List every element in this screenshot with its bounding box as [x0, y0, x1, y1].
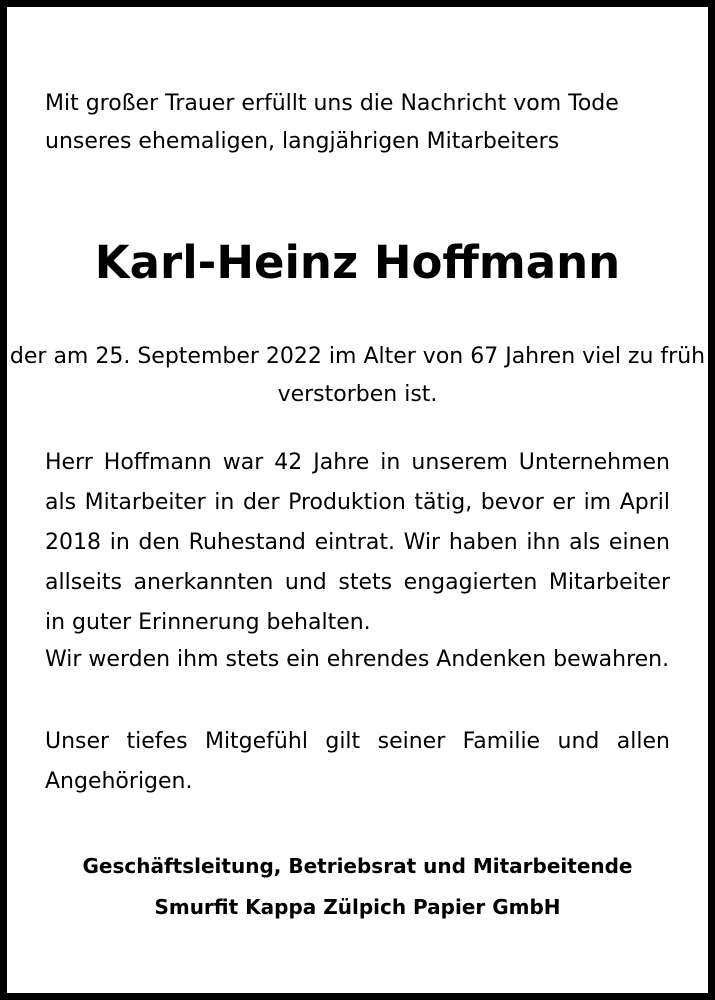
career-paragraph: Herr Hoffmann war 42 Jahre in unserem Unternehmen als Mitarbeiter in der Produktion tätig, bevor er im April 2018 in den Ruhestand eintrat. Wir haben ihn als einen allseits anerkannten und stets engagierten Mitarbeiter in guter Erinnerung behalten.	[45, 450, 670, 635]
signature-line-1: Geschäftsleitung, Betriebsrat und Mitarbeitende	[82, 854, 633, 878]
deceased-name: Karl-Heinz Hoffmann	[94, 236, 621, 289]
intro-text: Mit großer Trauer erfüllt uns die Nachricht vom Tode unseres ehemaligen, langjährigen Mitarbeiters	[45, 91, 619, 154]
remembrance-paragraph: Wir werden ihm stets ein ehrendes Andenken bewahren.	[45, 647, 670, 672]
death-date-text: der am 25. September 2022 im Alter von 67 Jahren viel zu früh verstorben ist.	[9, 344, 706, 407]
condolence-paragraph: Unser tiefes Mitgefühl gilt seiner Familie und allen Angehörigen.	[45, 729, 670, 794]
signature-company: Smurfit Kappa Zülpich Papier GmbH	[154, 895, 561, 919]
